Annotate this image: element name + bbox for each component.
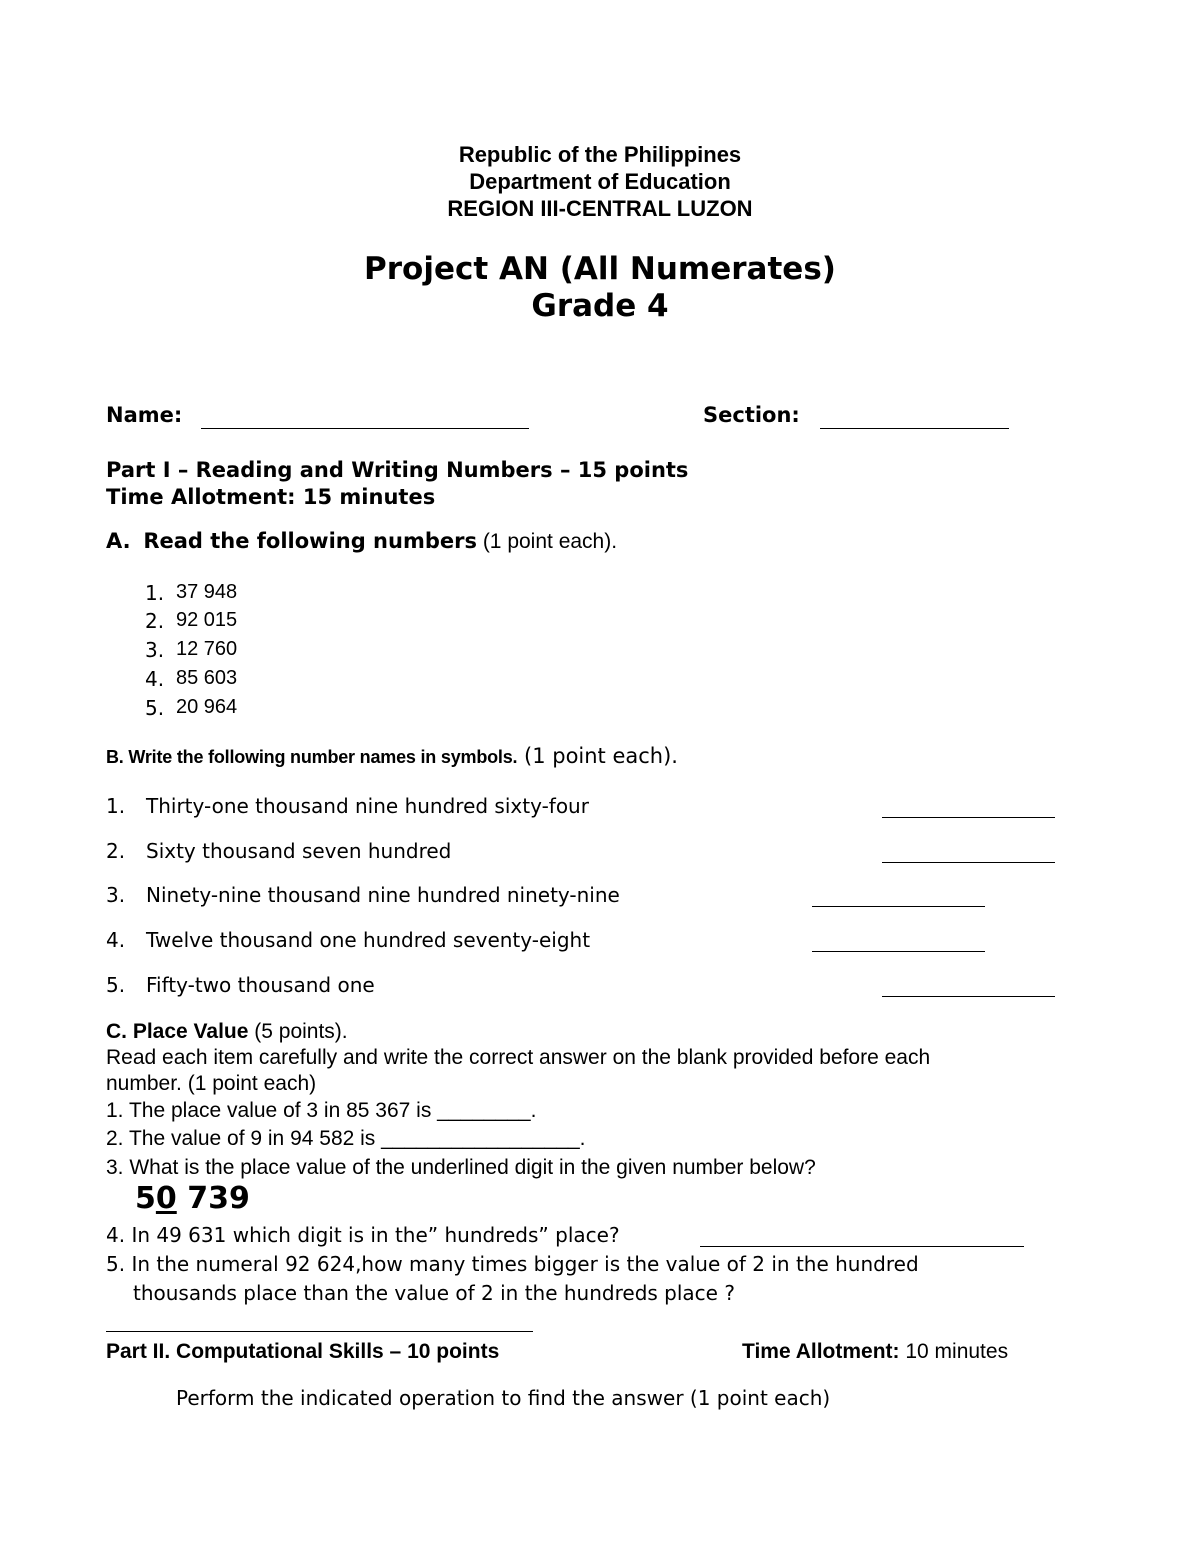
sectionC-question-1: 1. The place value of 3 in 85 367 is ________. [106,1099,537,1122]
answer-blank[interactable] [812,951,985,952]
sectionC-heading-line [106,1020,348,1044]
answer-blank[interactable] [882,996,1055,997]
sectionA-letter: A. [106,529,131,553]
item-text: 85 603 [176,667,238,689]
list-item [145,667,238,691]
sectionC-question-2: 2. The value of 9 in 94 582 is _________________. [106,1127,586,1150]
sectionA-heading: Read the following numbers [143,529,477,553]
list-item [145,638,238,662]
sectionB-heading-line [106,744,678,768]
item-number: 3. [106,883,126,907]
item-text: 37 948 [176,581,238,603]
sectionA-note: (1 point each). [476,530,618,553]
item-text: Twelve thousand one hundred seventy-eight [146,928,591,952]
number-part: 739 [176,1181,250,1216]
sectionC-question-3: 3. What is the place value of the underlined digit in the given number below? [106,1156,816,1179]
answer-blank[interactable] [882,817,1055,818]
answer-blank[interactable] [812,906,985,907]
list-item [106,839,452,863]
item-number: 5. [145,696,165,720]
list-item [145,696,238,720]
document-title: Project AN (All Numerates) [364,251,836,287]
sectionC-instruction-cont: number. (1 point each) [106,1072,317,1095]
name-label: Name: [106,403,183,427]
part2-heading: Part II. Computational Skills – 10 points [106,1340,500,1363]
sectionB-note: (1 point each). [517,744,678,768]
item-number: 4. [145,667,165,691]
item-number: 2. [145,609,165,633]
header-region: REGION III-CENTRAL LUZON [447,196,753,221]
document-grade: Grade 4 [531,288,669,324]
part2-time-label: Time Allotment: [742,1340,900,1363]
item-text: Fifty-two thousand one [146,973,375,997]
list-item [106,973,375,997]
number-part: 5 [135,1181,156,1216]
part2-time-value: 10 minutes [899,1340,1009,1363]
header-department: Department of Education [469,169,731,194]
part1-heading: Part I – Reading and Writing Numbers – 15 points [106,458,689,482]
underlined-number [135,1181,250,1216]
answer-blank[interactable] [882,862,1055,863]
sectionC-question-5: 5. In the numeral 92 624,how many times bigger is the value of 2 in the hundred [106,1252,919,1276]
sectionC-instruction: Read each item carefully and write the correct answer on the blank provided before each [106,1046,931,1069]
section-label: Section: [703,403,800,427]
item-text: 92 015 [176,609,238,631]
item-text: 20 964 [176,696,238,718]
item-text: Thirty-one thousand nine hundred sixty-four [146,794,589,818]
item-number: 3. [145,638,165,662]
sectionC-heading: C. Place Value [106,1020,249,1043]
sectionC-question-4: 4. In 49 631 which digit is in the” hundreds” place? [106,1223,620,1247]
name-blank[interactable] [201,428,529,429]
underlined-digit: 0 [155,1181,177,1216]
item-text: 12 760 [176,638,238,660]
list-item [106,928,591,952]
header-republic: Republic of the Philippines [458,142,742,167]
part1-time: Time Allotment: 15 minutes [106,485,436,509]
list-item [145,581,238,605]
list-item [106,883,620,907]
sectionC-points: (5 points). [248,1020,348,1043]
item-number: 1. [145,581,165,605]
list-item [145,609,238,633]
list-item [106,794,589,818]
sectionB-heading: B. Write the following number names in symbols. [106,747,518,767]
item-text: Ninety-nine thousand nine hundred ninety-nine [146,883,620,907]
item-number: 2. [106,839,126,863]
section-blank[interactable] [820,428,1009,429]
item-number: 1. [106,794,126,818]
sectionA-heading-line [106,529,617,554]
sectionC-question-5-cont: thousands place than the value of 2 in the hundreds place ? [133,1281,735,1305]
answer-blank[interactable] [700,1246,1024,1247]
item-number: 5. [106,973,126,997]
item-number: 4. [106,928,126,952]
answer-blank[interactable] [106,1331,533,1332]
part2-time-line [742,1340,1008,1364]
item-text: Sixty thousand seven hundred [146,839,452,863]
part2-instruction: Perform the indicated operation to find the answer (1 point each) [176,1386,831,1410]
